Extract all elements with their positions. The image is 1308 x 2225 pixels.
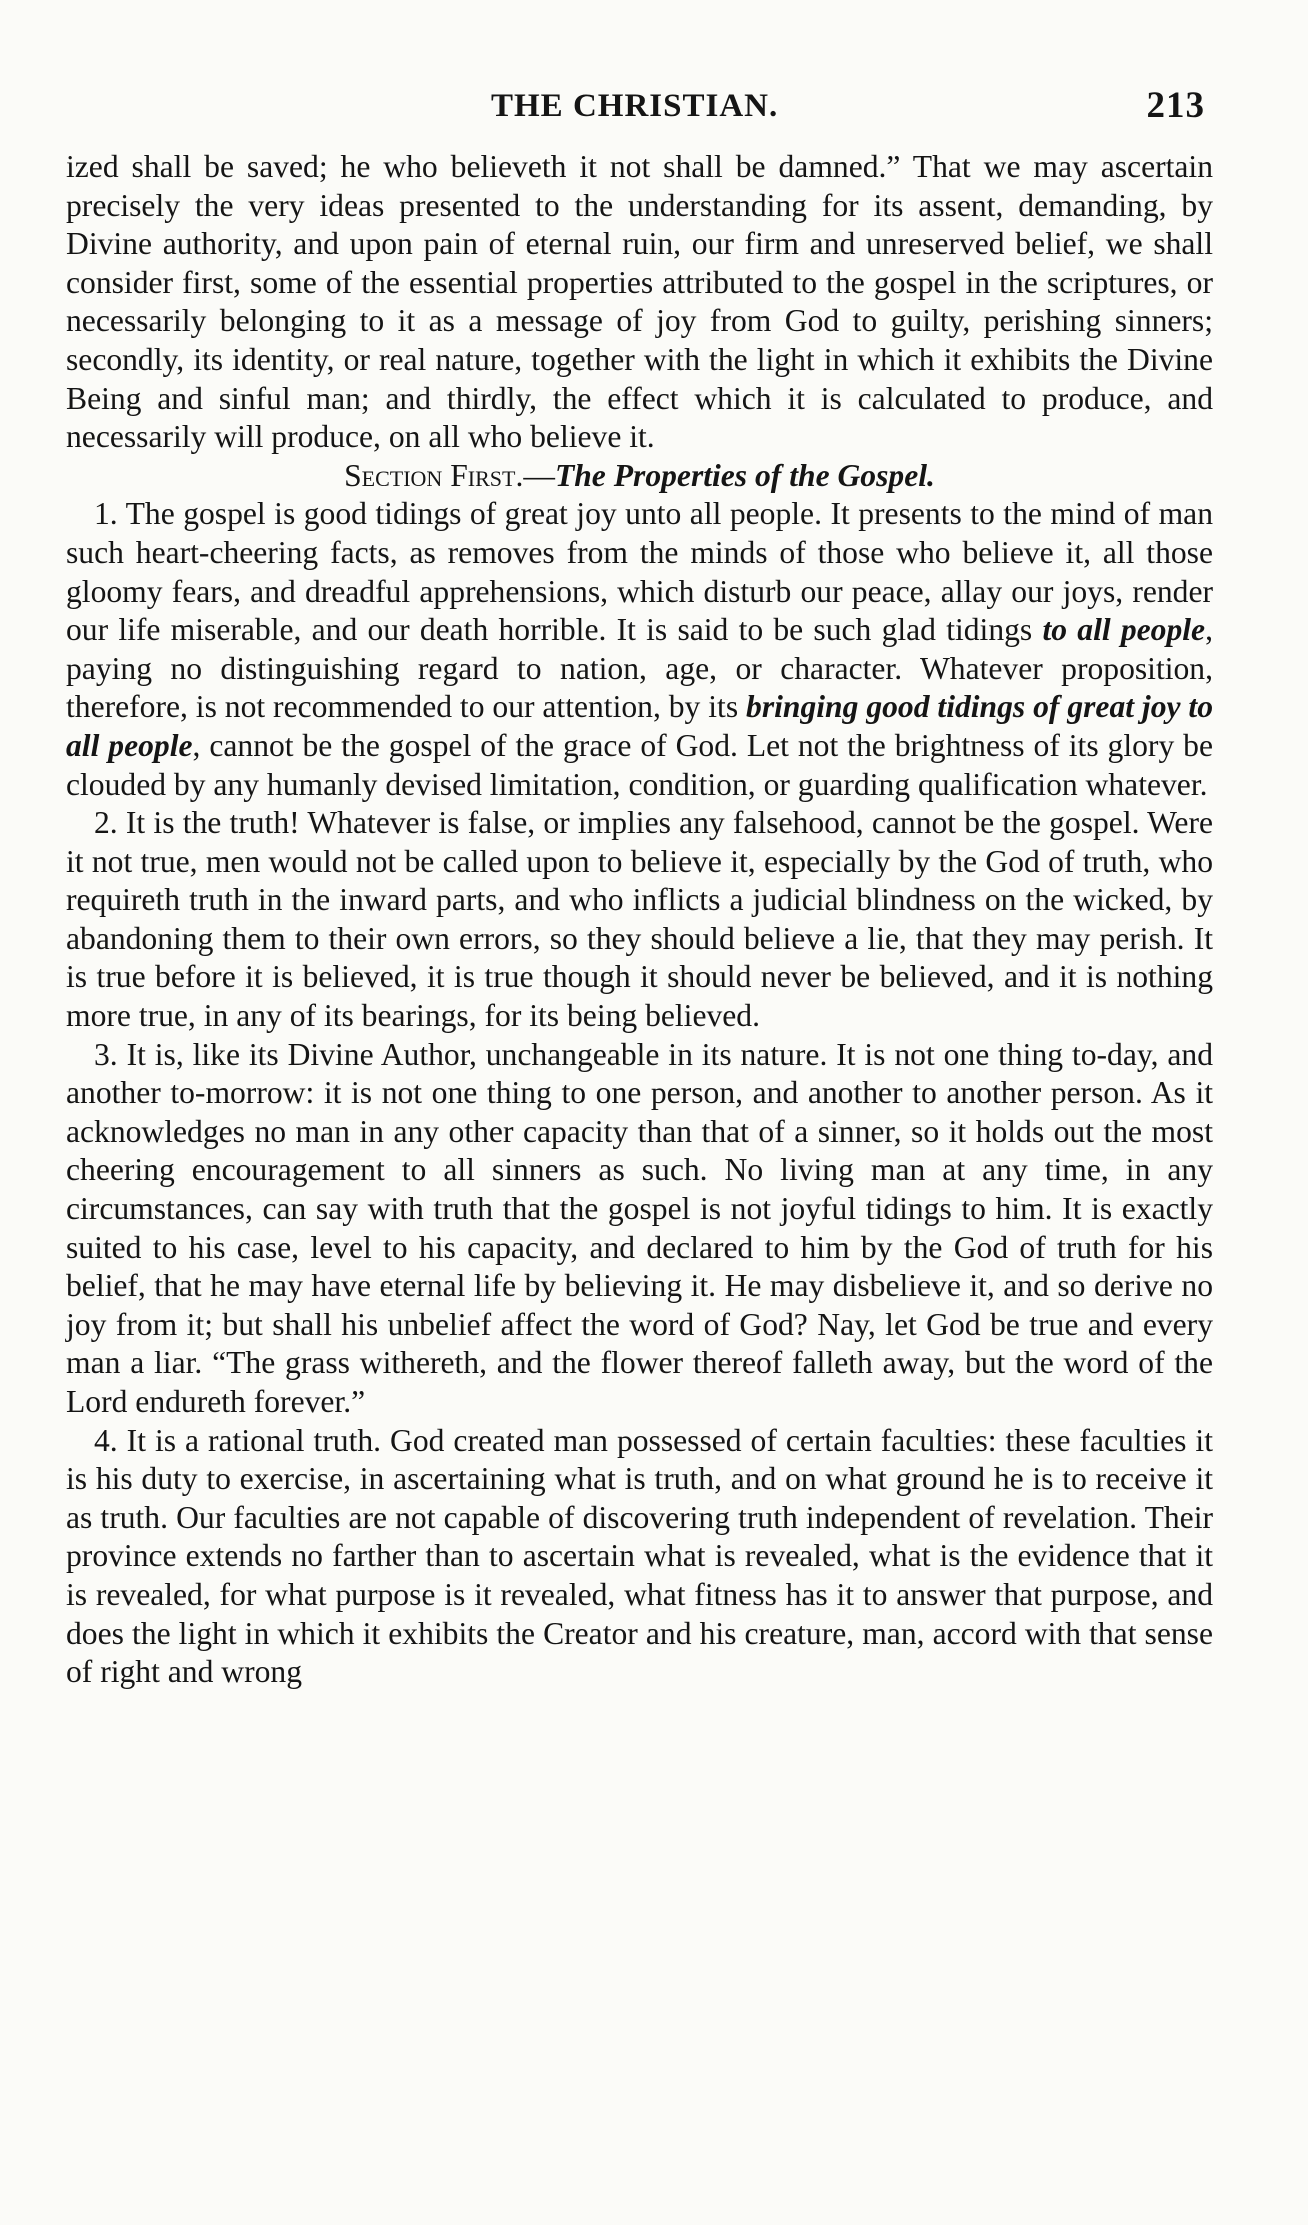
paragraph-1-emphasis-b: bringing good tidings of great joy to all people (66, 689, 1214, 763)
paragraph-1-emphasis-a: to all people (1042, 612, 1206, 648)
section-heading: Section First.—The Properties of the Gospel. (344, 457, 935, 493)
running-title: THE CHRISTIAN. (491, 88, 779, 124)
paragraph-1 (66, 495, 1213, 804)
section-label: Section First. (344, 457, 524, 493)
paragraph-3: 3. It is, like its Divine Author, unchangeable in its nature. It is not one thing to-day, and another to-morrow: it is not one thing to one person, and another to another person. As it acknowledges no man in any other capacity than that of a sinner, so it holds out the most cheering encouragement to all sinners as such. No living man at any time, in any circumstances, can say with truth that the gospel is not joyful tidings to him. It is exactly suited to his case, level to his capacity, and declared to him by the God of truth for his belief, that he may have eternal life by believing it. He may disbelieve it, and so derive no joy from it; but shall his unbelief affect the word of God? Nay, let God be true and every man a liar. “The grass withereth, and the flower thereof falleth away, but the word of the Lord endureth forever.” (66, 1036, 1213, 1419)
paragraph-4: 4. It is a rational truth. God created man possessed of certain faculties: these faculties it is his duty to exercise, in ascertaining what is truth, and on what ground he is to receive it as truth. Our faculties are not capable of discovering truth independent of revelation. Their province extends no farther than to ascertain what is revealed, what is the evidence that it is revealed, for what purpose is it revealed, what fitness has it to answer that purpose, and does the light in which it exhibits the Creator and his creature, man, accord with that sense of right and wrong (66, 1422, 1213, 1690)
page-header (66, 85, 1213, 140)
body-text (66, 148, 1213, 1692)
paragraph-1-text-c: , cannot be the gospel of the grace of God. Let not the brightness of its glory be clouded by any humanly devised limitation, condition, or guarding qualification whatever. (66, 727, 1214, 802)
paragraph-1-text-a: 1. The gospel is good tidings of great joy unto all people. It presents to the mind of man such heart-cheering facts, as removes from the minds of those who believe it, all those gloomy fears, and dreadful apprehensions, which disturb our peace, allay our joys, render our life miserable, and our death horrible. It is said to be such glad tidings (66, 496, 1213, 648)
paragraph-1-text-b: , paying no distinguishing regard to nation, age, or character. Whatever proposition, therefore, is not recommended to our attention, by its (66, 612, 1213, 725)
page-number: 213 (1146, 85, 1205, 126)
section-title: The Properties of the Gospel. (554, 457, 935, 493)
paragraph-continuation: ized shall be saved; he who believeth it not shall be damned.” That we may ascertain precisely the very ideas presented to the understanding for its assent, demanding, by Divine authority, and upon pain of eternal ruin, our firm and unreserved belief, we shall consider first, some of the essential properties attributed to the gospel in the scriptures, or necessarily belonging to it as a message of joy from God to guilty, perishing sinners; secondly, its identity, or real nature, together with the light in which it exhibits the Divine Being and sinful man; and thirdly, the effect which it is calculated to produce, and necessarily will produce, on all who believe it. (66, 149, 1213, 455)
paragraph-2: 2. It is the truth! Whatever is false, or implies any falsehood, cannot be the gospel. Were it not true, men would not be called upon to believe it, especially by the God of truth, who requireth truth in the inward parts, and who inflicts a judicial blindness on the wicked, by abandoning them to their own errors, so they should believe a lie, that they may perish. It is true before it is believed, it is true though it should never be believed, and it is nothing more true, in any of its bearings, for its being believed. (66, 805, 1213, 1034)
